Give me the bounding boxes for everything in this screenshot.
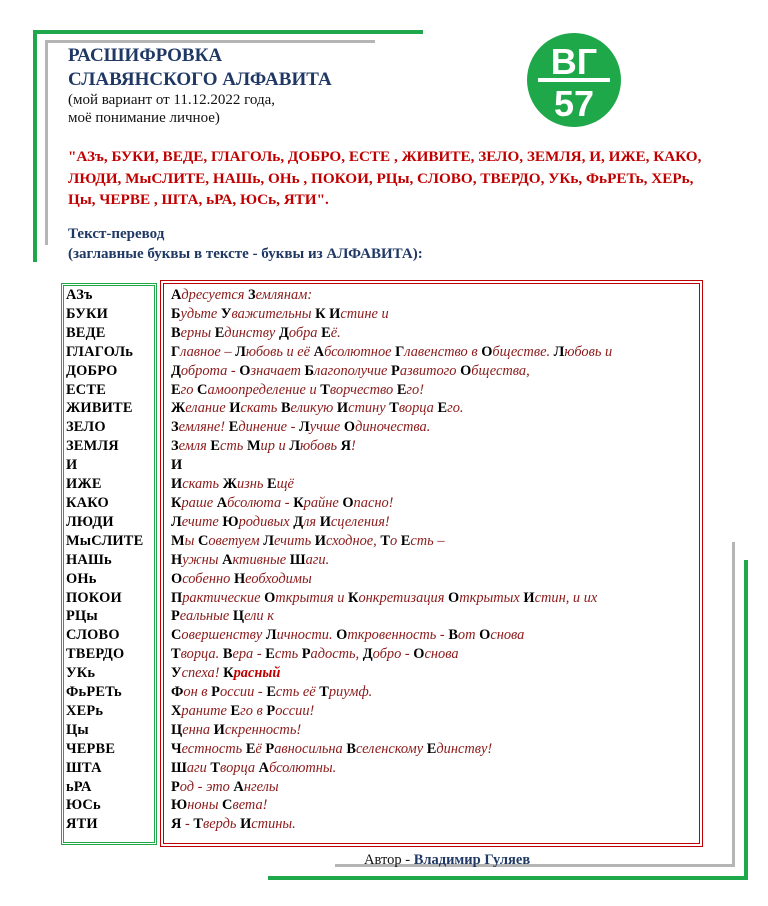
phrase-text: ы bbox=[184, 532, 198, 549]
phrase-text: ктивные bbox=[232, 551, 290, 568]
phrase-capital: Ч bbox=[171, 740, 182, 757]
phrase-capital: Ю bbox=[171, 797, 188, 814]
phrase-text: ткровенность - bbox=[347, 627, 449, 644]
phrase-capital: Л bbox=[553, 343, 565, 360]
phrase-capital: И bbox=[329, 305, 341, 322]
left-green-line bbox=[33, 30, 37, 262]
bottom-green-line bbox=[268, 876, 748, 880]
phrase-capital: А bbox=[222, 551, 233, 568]
phrase-capital: Ж bbox=[222, 476, 237, 493]
phrase-text: ворца. bbox=[180, 646, 223, 663]
phrase-capital: В bbox=[280, 400, 291, 417]
phrase-capital: Б bbox=[171, 305, 181, 322]
phrase-capital: Х bbox=[171, 702, 182, 719]
row-letter: ПОКОИ bbox=[66, 589, 122, 606]
right-gray-line bbox=[732, 542, 735, 867]
row-letter: УКь bbox=[66, 665, 96, 682]
phrase-text: ворчество bbox=[329, 381, 397, 398]
row-phrase bbox=[171, 741, 492, 758]
phrase-text: азвитого bbox=[399, 362, 461, 379]
phrase-text: еобходимы bbox=[245, 570, 312, 587]
row-letter: ьРА bbox=[66, 778, 92, 795]
phrase-text: динству! bbox=[436, 740, 493, 757]
phrase-capital: О bbox=[413, 646, 425, 663]
phrase-text: обра bbox=[288, 324, 322, 341]
row-letter: И bbox=[66, 457, 78, 474]
phrase-capital: А bbox=[233, 778, 244, 795]
phrase-text: ля bbox=[303, 513, 320, 530]
row-phrase bbox=[171, 646, 459, 663]
phrase-capital: К bbox=[293, 494, 304, 511]
subtitle bbox=[68, 91, 275, 127]
phrase-capital: Е bbox=[171, 381, 181, 398]
row-phrase bbox=[171, 476, 294, 493]
phrase-capital: С bbox=[197, 381, 208, 398]
phrase-text: обро - bbox=[372, 646, 414, 663]
phrase-text: риумф. bbox=[328, 684, 373, 701]
phrase-capital: В bbox=[448, 627, 458, 644]
phrase-capital: Е bbox=[267, 476, 277, 493]
phrase-text: значает bbox=[250, 362, 305, 379]
phrase-text: лагополучие bbox=[314, 362, 392, 379]
phrase-capital: А bbox=[258, 759, 270, 776]
phrase-text: удьте bbox=[180, 305, 221, 322]
phrase-capital: И bbox=[171, 457, 183, 474]
row-phrase bbox=[171, 797, 267, 814]
logo-top-text: ВГ bbox=[550, 41, 598, 82]
row-phrase bbox=[171, 684, 372, 701]
phrase-text: о bbox=[390, 532, 401, 549]
phrase-capital: Л bbox=[263, 532, 274, 549]
phrase-text: дресуется bbox=[181, 287, 249, 303]
row-letter: ГЛАГОЛь bbox=[66, 343, 134, 360]
phrase-text: от bbox=[457, 627, 480, 644]
row-phrase bbox=[171, 627, 524, 644]
phrase-text: раше bbox=[181, 494, 217, 511]
phrase-capital: Е bbox=[437, 400, 448, 417]
phrase-text: ! bbox=[351, 438, 356, 455]
phrase-capital: Г bbox=[171, 343, 181, 360]
phrase-text: юбовь и bbox=[564, 343, 613, 360]
row-letter: БУКИ bbox=[66, 305, 108, 322]
phrase-capital: Т bbox=[210, 759, 221, 776]
phrase-capital: Б bbox=[304, 362, 315, 379]
row-phrase bbox=[171, 760, 336, 777]
phrase-capital: Л bbox=[299, 419, 310, 436]
phrase-text: динству bbox=[224, 324, 279, 341]
phrase-text: вета! bbox=[232, 797, 268, 814]
phrase-capital: З bbox=[248, 287, 256, 303]
row-letter: РЦы bbox=[66, 608, 98, 625]
row-phrase bbox=[171, 363, 530, 380]
subtitle-line-1: (мой вариант от 11.12.2022 года, bbox=[68, 92, 276, 108]
phrase-text: сходное, bbox=[325, 532, 381, 549]
phrase-text: емлянам: bbox=[255, 287, 313, 303]
row-letter: КАКО bbox=[66, 494, 109, 511]
phrase-capital: Р bbox=[171, 608, 180, 625]
phrase-text: естность bbox=[181, 740, 246, 757]
phrase-capital: Ш bbox=[171, 759, 187, 776]
phrase-text: амоопределение и bbox=[207, 381, 321, 398]
row-letter: Цы bbox=[66, 721, 89, 738]
phrase-text: еликую bbox=[290, 400, 337, 417]
phrase-text: диночества. bbox=[355, 419, 431, 436]
translation-note: (заглавные буквы в тексте - буквы из АЛФАВИТА): bbox=[68, 246, 423, 262]
translation-title: Текст-перевод bbox=[68, 226, 165, 242]
author-name: Владимир Гуляев bbox=[413, 852, 531, 868]
phrase-capital: И bbox=[319, 513, 331, 530]
phrase-text: аги bbox=[186, 759, 211, 776]
row-phrase bbox=[171, 722, 301, 739]
phrase-capital: Е bbox=[265, 646, 275, 663]
phrase-capital: В bbox=[222, 646, 233, 663]
row-letter: ХЕРь bbox=[66, 702, 104, 719]
phrase-capital: Е bbox=[245, 740, 256, 757]
phrase-capital: О bbox=[342, 494, 354, 511]
phrase-text: раните bbox=[181, 702, 231, 719]
row-letter: ШТА bbox=[66, 759, 102, 776]
row-letter: ЮСь bbox=[66, 797, 101, 814]
left-gray-line bbox=[45, 40, 48, 245]
phrase-capital: И bbox=[240, 816, 252, 833]
phrase-capital: С bbox=[171, 627, 182, 644]
phrase-capital: Л bbox=[265, 627, 277, 644]
row-phrase bbox=[171, 552, 329, 569]
phrase-capital: С bbox=[222, 797, 233, 814]
phrase-capital: А bbox=[216, 494, 228, 511]
row-letter: ЯТИ bbox=[66, 816, 98, 833]
row-phrase bbox=[171, 344, 612, 361]
phrase-capital: О bbox=[264, 589, 276, 606]
phrase-capital: К bbox=[348, 589, 359, 606]
phrase-capital: М bbox=[246, 438, 261, 455]
phrase-capital: А bbox=[171, 287, 182, 303]
row-letter: ДОБРО bbox=[66, 362, 118, 379]
phrase-text: родивых bbox=[238, 513, 294, 530]
phrase-text: го! bbox=[406, 381, 425, 398]
phrase-text: го bbox=[180, 381, 198, 398]
row-letter: ЗЕЛО bbox=[66, 419, 106, 436]
phrase-text: ичности. bbox=[276, 627, 337, 644]
row-phrase bbox=[171, 779, 279, 796]
row-letter: ЕСТЕ bbox=[66, 381, 106, 398]
phrase-capital: Г bbox=[395, 343, 405, 360]
author-prefix: Автор - bbox=[364, 852, 414, 868]
phrase-capital: Ф bbox=[171, 684, 184, 701]
phrase-text: райне bbox=[303, 494, 343, 511]
phrase-text: сцеления! bbox=[330, 513, 390, 530]
row-phrase bbox=[171, 438, 356, 455]
phrase-capital: И bbox=[314, 532, 326, 549]
phrase-capital: Я bbox=[340, 438, 352, 455]
phrase-capital: Р bbox=[301, 646, 311, 663]
phrase-text: нгелы bbox=[243, 778, 279, 795]
vg57-logo-icon bbox=[524, 30, 624, 130]
row-letter: НАШь bbox=[66, 551, 112, 568]
phrase-text: бсолюта - bbox=[227, 494, 294, 511]
row-letter: ОНь bbox=[66, 570, 97, 587]
row-letter: СЛОВО bbox=[66, 627, 120, 644]
phrase-text: бществе. bbox=[492, 343, 554, 360]
row-phrase bbox=[171, 495, 393, 512]
phrase-capital: Р bbox=[211, 684, 220, 701]
phrase-capital: О bbox=[171, 570, 183, 587]
phrase-text: стин, и их bbox=[534, 589, 598, 606]
phrase-text: вердь bbox=[203, 816, 241, 833]
phrase-capital: Т bbox=[389, 400, 399, 417]
phrase-capital: Н bbox=[233, 570, 246, 587]
logo-bottom-text: 57 bbox=[553, 83, 595, 124]
phrase-text: скать bbox=[240, 400, 281, 417]
phrase-text: снова bbox=[424, 646, 459, 663]
alphabet-list: "АЗъ, БУКИ, ВЕДЕ, ГЛАГОЛь, ДОБРО, ЕСТЕ , ЖИВИТЕ, ЗЕЛО, ЗЕМЛЯ, И, ИЖЕ, КАКО, ЛЮДИ, МыСЛИТЕ, НАШь, ОНь , ПОКОИ, РЦы, СЛОВО, ТВЕРДО, УКь, ФьРЕТь, ХЕРь, Цы, ЧЕРВЕ , ШТА, ьРА, ЮСь, ЯТИ". bbox=[68, 148, 702, 208]
phrase-capital: М bbox=[171, 532, 185, 549]
phrase-text: ё bbox=[255, 740, 266, 757]
phrase-capital: Р bbox=[265, 740, 275, 757]
row-phrase bbox=[171, 703, 314, 720]
phrase-capital: Т bbox=[171, 646, 181, 663]
subtitle-line-2: моё понимание личное) bbox=[68, 110, 220, 126]
row-letter: ЖИВИТЕ bbox=[66, 400, 133, 417]
phrase-capital: Е bbox=[266, 684, 276, 701]
phrase-text: скать bbox=[182, 476, 223, 493]
phrase-text: овершенству bbox=[181, 627, 266, 644]
phrase-text: бщества, bbox=[471, 362, 530, 379]
row-phrase bbox=[171, 325, 341, 342]
phrase-capital: И bbox=[523, 589, 535, 606]
phrase-capital: В bbox=[171, 324, 181, 341]
phrase-capital: Е bbox=[228, 419, 239, 436]
phrase-text: ера - bbox=[232, 646, 266, 663]
phrase-text: стины. bbox=[251, 816, 296, 833]
phrase-capital: А bbox=[313, 343, 325, 360]
phrase-capital: Е bbox=[396, 381, 407, 398]
phrase-text: лавенство в bbox=[404, 343, 482, 360]
row-letter: ЧЕРВЕ bbox=[66, 740, 116, 757]
phrase-text: важительны bbox=[231, 305, 316, 322]
row-letter: МыСЛИТЕ bbox=[66, 532, 144, 549]
phrase-capital: О bbox=[239, 362, 251, 379]
phrase-capital: Т bbox=[380, 532, 390, 549]
row-letter: ВЕДЕ bbox=[66, 324, 106, 341]
title-line-2: СЛАВЯНСКОГО АЛФАВИТА bbox=[68, 69, 332, 90]
row-letter: ФьРЕТь bbox=[66, 684, 122, 701]
phrase-capital: Ш bbox=[289, 551, 306, 568]
phrase-capital: Н bbox=[171, 551, 183, 568]
phrase-capital: З bbox=[171, 438, 179, 455]
phrase-capital: Е bbox=[210, 438, 220, 455]
phrase-capital: И bbox=[336, 400, 349, 417]
row-letter: АЗъ bbox=[66, 287, 93, 303]
phrase-text: оссии - bbox=[219, 684, 267, 701]
phrase-capital: Т bbox=[193, 816, 204, 833]
phrase-highlight: расный bbox=[233, 665, 281, 682]
phrase-capital: Л bbox=[171, 513, 182, 530]
phrase-text: ир и bbox=[260, 438, 290, 455]
phrase-text: сть bbox=[274, 646, 302, 663]
phrase-capital: С bbox=[197, 532, 209, 549]
phrase-text: селенскому bbox=[355, 740, 427, 757]
phrase-capital: В bbox=[346, 740, 356, 757]
right-green-line bbox=[744, 560, 748, 880]
phrase-text: снова bbox=[490, 627, 525, 644]
phrase-capital: З bbox=[171, 419, 179, 436]
phrase-text: ворца bbox=[220, 759, 259, 776]
phrase-capital: Е bbox=[400, 532, 411, 549]
translation-heading bbox=[68, 224, 423, 264]
phrase-text: стине и bbox=[340, 305, 389, 322]
top-gray-line bbox=[45, 40, 375, 43]
phrase-text: емля bbox=[178, 438, 211, 455]
phrase-capital: Д bbox=[293, 513, 304, 530]
phrase-text: спеха! bbox=[181, 665, 224, 682]
phrase-capital: Е bbox=[214, 324, 225, 341]
phrase-text: елание bbox=[185, 400, 230, 417]
phrase-capital: Л bbox=[289, 438, 301, 455]
phrase-capital: Ц bbox=[171, 721, 183, 738]
row-phrase bbox=[171, 816, 296, 833]
phrase-text: стину bbox=[348, 400, 390, 417]
phrase-capital: Д bbox=[362, 646, 373, 663]
row-phrase bbox=[171, 400, 464, 417]
page-title bbox=[68, 44, 332, 92]
row-phrase bbox=[171, 306, 389, 323]
phrase-text: еальные bbox=[179, 608, 233, 625]
phrase-capital: О bbox=[336, 627, 348, 644]
phrase-capital: О bbox=[448, 589, 460, 606]
phrase-capital: Д bbox=[278, 324, 289, 341]
row-phrase bbox=[171, 457, 182, 474]
row-phrase bbox=[171, 571, 312, 588]
phrase-text: оброта - bbox=[180, 362, 240, 379]
row-letter: ТВЕРДО bbox=[66, 646, 125, 663]
phrase-text: ноны bbox=[187, 797, 223, 814]
phrase-text: ткрытых bbox=[459, 589, 524, 606]
phrase-capital: И bbox=[229, 400, 241, 417]
phrase-capital: К bbox=[223, 665, 234, 682]
phrase-text: лавное – bbox=[180, 343, 236, 360]
phrase-capital: Я bbox=[171, 816, 182, 833]
phrase-capital: Е bbox=[230, 702, 241, 719]
phrase-text: бсолютное bbox=[324, 343, 396, 360]
phrase-capital: У bbox=[171, 665, 182, 682]
title-line-1: РАСШИФРОВКА bbox=[68, 45, 223, 66]
top-green-line bbox=[33, 30, 423, 34]
phrase-text: щё bbox=[276, 476, 294, 493]
phrase-text: ечить bbox=[273, 532, 315, 549]
phrase-text: - bbox=[181, 816, 194, 833]
phrase-capital: Л bbox=[235, 343, 246, 360]
phrase-capital: Р bbox=[266, 702, 276, 719]
phrase-capital: Д bbox=[171, 362, 181, 379]
row-phrase bbox=[171, 608, 274, 625]
row-phrase bbox=[171, 382, 424, 399]
phrase-text: динение - bbox=[238, 419, 300, 436]
phrase-text: оссии! bbox=[275, 702, 315, 719]
phrase-text: го в bbox=[240, 702, 267, 719]
phrase-text: од - это bbox=[179, 778, 234, 795]
phrase-text: изнь bbox=[236, 476, 268, 493]
phrase-capital: Ц bbox=[232, 608, 245, 625]
phrase-capital: О bbox=[460, 362, 472, 379]
phrase-text: учше bbox=[309, 419, 344, 436]
row-phrase bbox=[171, 590, 597, 607]
phrase-text: бсолютны. bbox=[269, 759, 337, 776]
row-phrase bbox=[171, 287, 312, 304]
phrase-capital: У bbox=[220, 305, 232, 322]
row-phrase bbox=[171, 665, 280, 682]
phrase-text: ерны bbox=[180, 324, 215, 341]
phrase-text: скренность! bbox=[224, 721, 302, 738]
phrase-text: рактические bbox=[182, 589, 265, 606]
phrase-text: ткрытия и bbox=[275, 589, 349, 606]
phrase-text: емляне! bbox=[178, 419, 229, 436]
phrase-text: ё. bbox=[330, 324, 341, 341]
phrase-capital: Е bbox=[321, 324, 331, 341]
phrase-capital: Р bbox=[171, 778, 180, 795]
row-phrase bbox=[171, 514, 390, 531]
phrase-text: енна bbox=[182, 721, 214, 738]
phrase-text: ворца bbox=[398, 400, 438, 417]
phrase-capital: Р bbox=[391, 362, 400, 379]
phrase-text: го. bbox=[447, 400, 464, 417]
phrase-text: юбовь и её bbox=[245, 343, 314, 360]
phrase-text: сть bbox=[220, 438, 247, 455]
phrase-text: ечите bbox=[181, 513, 223, 530]
author-line bbox=[364, 852, 530, 869]
phrase-capital: К bbox=[315, 305, 326, 322]
phrase-text: юбовь bbox=[300, 438, 341, 455]
phrase-text: адость, bbox=[310, 646, 363, 663]
phrase-capital: П bbox=[171, 589, 183, 606]
phrase-text: аги. bbox=[305, 551, 330, 568]
phrase-text: сть её bbox=[275, 684, 320, 701]
phrase-text: онкретизация bbox=[358, 589, 449, 606]
phrase-text: авносильна bbox=[274, 740, 347, 757]
phrase-text: собенно bbox=[182, 570, 234, 587]
phrase-text: ужны bbox=[182, 551, 223, 568]
phrase-capital: О bbox=[481, 343, 493, 360]
phrase-capital: К bbox=[171, 494, 182, 511]
row-phrase bbox=[171, 533, 445, 550]
phrase-capital: О bbox=[343, 419, 356, 436]
row-phrase bbox=[171, 419, 430, 436]
row-letter: ИЖЕ bbox=[66, 476, 102, 493]
phrase-capital: Т bbox=[319, 684, 329, 701]
phrase-capital: О bbox=[479, 627, 491, 644]
phrase-capital: Ю bbox=[222, 513, 239, 530]
row-letter: ЛЮДИ bbox=[66, 513, 114, 530]
phrase-text: пасно! bbox=[353, 494, 394, 511]
row-letter: ЗЕМЛЯ bbox=[66, 438, 119, 455]
phrase-text: он в bbox=[183, 684, 212, 701]
phrase-text: ели к bbox=[244, 608, 274, 625]
phrase-capital: Ж bbox=[171, 400, 186, 417]
phrase-text: оветуем bbox=[208, 532, 264, 549]
phrase-capital: Е bbox=[426, 740, 437, 757]
phrase-capital: И bbox=[171, 476, 183, 493]
phrase-capital: Т bbox=[320, 381, 330, 398]
phrase-text: сть – bbox=[410, 532, 445, 549]
phrase-capital: И bbox=[213, 721, 225, 738]
